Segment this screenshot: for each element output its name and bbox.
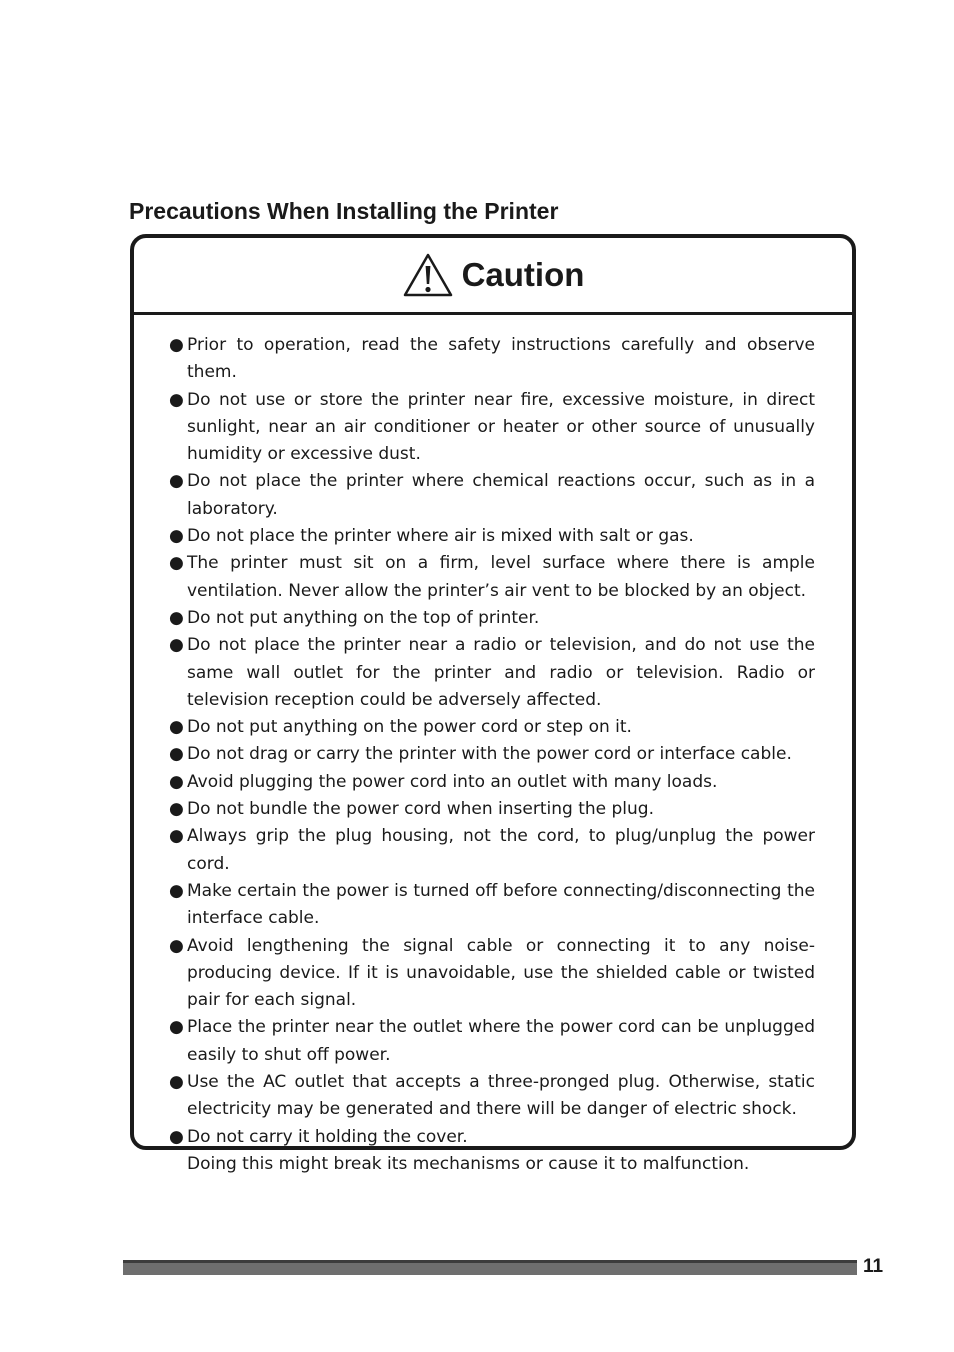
- caution-item: ● Prior to operation, read the safety instructions carefully and observe them.: [187, 332, 815, 387]
- caution-header: [134, 238, 852, 315]
- caution-item: ● The printer must sit on a firm, level surface where there is ample ventilation. Never allow the printer’s air vent to be blocked by an object.: [187, 550, 815, 605]
- bullet-icon: ●: [169, 880, 184, 901]
- bullet-icon: ●: [169, 717, 184, 738]
- bullet-icon: ●: [169, 1126, 184, 1147]
- section-title: Precautions When Installing the Printer: [129, 198, 559, 224]
- caution-box: [130, 234, 856, 1174]
- caution-item: ● Do not place the printer where air is mixed with salt or gas.: [187, 523, 815, 550]
- bullet-icon: ●: [169, 771, 184, 792]
- warning-triangle-icon: [402, 252, 454, 298]
- caution-item: ● Do not put anything on the power cord or step on it.: [187, 714, 815, 741]
- bullet-icon: ●: [169, 553, 184, 574]
- bullet-icon: ●: [169, 389, 184, 410]
- caution-item: ● Always grip the plug housing, not the cord, to plug/unplug the power cord.: [187, 823, 815, 878]
- caution-item: ● Place the printer near the outlet where the power cord can be unplugged easily to shut off power.: [187, 1014, 815, 1069]
- bullet-icon: ●: [169, 526, 184, 547]
- bullet-icon: ●: [169, 607, 184, 628]
- caution-title: Caution: [461, 256, 585, 293]
- caution-item: ● Do not drag or carry the printer with the power cord or interface cable.: [187, 741, 815, 768]
- bullet-icon: ●: [169, 635, 184, 656]
- page-number: 11: [863, 1256, 884, 1277]
- caution-item: ● Do not put anything on the top of printer.: [187, 605, 815, 632]
- footer-bar: [123, 1260, 857, 1275]
- caution-item: ● Use the AC outlet that accepts a three-pronged plug. Otherwise, static electricity may be generated and there will be danger of electric shock.: [187, 1069, 815, 1124]
- caution-item: ● Do not place the printer where chemical reactions occur, such as in a laboratory.: [187, 468, 815, 523]
- bullet-icon: ●: [169, 1072, 184, 1093]
- bullet-icon: ●: [169, 935, 184, 956]
- caution-item: ● Avoid plugging the power cord into an outlet with many loads.: [187, 769, 815, 796]
- caution-item: ● Make certain the power is turned off before connecting/disconnecting the interface cable.: [187, 878, 815, 933]
- bullet-icon: ●: [169, 471, 184, 492]
- caution-item: ● Do not bundle the power cord when inserting the plug.: [187, 796, 815, 823]
- bullet-icon: ●: [169, 799, 184, 820]
- caution-list: [134, 332, 852, 1178]
- caution-item: ● Do not use or store the printer near fire, excessive moisture, in direct sunlight, near an air conditioner or heater or other source of unusually humidity or excessive dust.: [187, 387, 815, 469]
- caution-item: ● Do not carry it holding the cover. Doing this might break its mechanisms or cause it to malfunction.: [187, 1124, 815, 1179]
- bullet-icon: ●: [169, 826, 184, 847]
- bullet-icon: ●: [169, 335, 184, 355]
- caution-item: ● Do not place the printer near a radio or television, and do not use the same wall outlet for the printer and radio or television. Radio or television reception could be adversely affected.: [187, 632, 815, 714]
- bullet-icon: ●: [169, 1017, 184, 1038]
- caution-item: ● Avoid lengthening the signal cable or connecting it to any noise-producing device. If it is unavoidable, use the shielded cable or twisted pair for each signal.: [187, 933, 815, 1015]
- bullet-icon: ●: [169, 744, 184, 765]
